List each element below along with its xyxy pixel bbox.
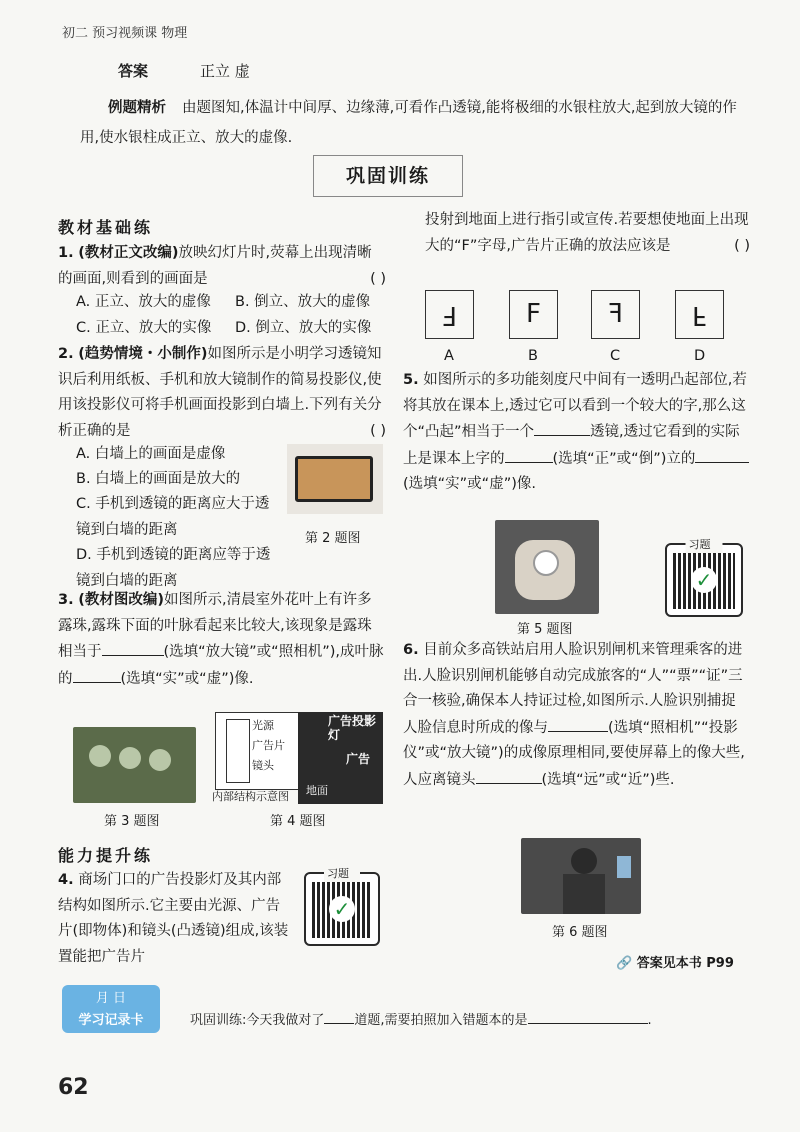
q5-text-d: (选填“实”或“虚”)像. xyxy=(403,476,536,492)
q4-answer-bracket[interactable]: ( ) xyxy=(734,237,750,254)
q3-number: 3. xyxy=(58,592,74,608)
q5-blank-3[interactable] xyxy=(695,446,749,463)
q2-option-b[interactable]: B. 白墙上的画面是放大的 xyxy=(76,471,241,487)
example-analysis xyxy=(80,93,750,153)
q4-option-b-glyph[interactable]: F xyxy=(509,290,558,339)
q2-tag: (趋势情境・小制作) xyxy=(78,346,208,362)
question-3 xyxy=(58,588,386,692)
q5-text-b: 透镜,透过它看到的实际上是课本上字的 xyxy=(403,424,740,467)
q4-cont-text: 投射到地面上进行指引或宣传.若要想使地面上出现大的“F”字母,广告片正确的放法应该是 xyxy=(425,212,749,254)
q1-option-a[interactable]: A. 正立、放大的虚像 xyxy=(76,294,211,310)
record-text-b: 道题,需要拍照加入错题本的是 xyxy=(354,1013,528,1028)
q4-number: 4. xyxy=(58,872,74,888)
q4-option-a-glyph[interactable]: F xyxy=(425,290,474,339)
q4-option-b-label: B xyxy=(528,348,538,364)
q4-continued xyxy=(425,208,750,259)
q1-option-c[interactable]: C. 正立、放大的实像 xyxy=(76,320,212,336)
q3-text-c: (选填“实”或“虚”)像. xyxy=(120,670,254,687)
q3-tag: (教材图改编) xyxy=(78,592,164,608)
q1-option-b[interactable]: B. 倒立、放大的虚像 xyxy=(235,294,371,310)
q5-blank-2[interactable] xyxy=(505,446,553,463)
example-text: 由题图知,体温计中间厚、边缘薄,可看作凸透镜,能将极细的水银柱放大,起到放大镜的作用,使水银柱成正立、放大的虚像. xyxy=(80,100,737,146)
ground-label: 地面 xyxy=(306,784,328,797)
q4-text: 商场门口的广告投影灯及其内部结构如图所示.它主要由光源、广告片(即物体)和镜头(凸透镜)组成,该装置能把广告片 xyxy=(58,872,289,965)
q3-figure-dewdrops xyxy=(73,727,196,803)
record-text-a: 巩固训练:今天我做对了 xyxy=(190,1013,325,1028)
ad-projector-label: 广告投影灯 xyxy=(328,714,377,742)
link-icon: 🔗 xyxy=(616,956,637,971)
q4-option-c-glyph[interactable]: F xyxy=(591,290,640,339)
q1-tag: (教材正文改编) xyxy=(78,245,179,261)
check-icon: ✓ xyxy=(329,896,355,922)
study-record-card xyxy=(62,985,160,1033)
q2-number: 2. xyxy=(58,346,74,362)
q2-option-d[interactable]: D. 手机到透镜的距离应等于透镜到白墙的距离 xyxy=(76,547,271,589)
record-line xyxy=(190,1009,652,1028)
q2-option-a[interactable]: A. 白墙上的画面是虚像 xyxy=(76,446,226,462)
question-5 xyxy=(403,368,750,498)
question-6 xyxy=(403,638,750,793)
question-2 xyxy=(58,342,386,444)
q5-text-c: (选填“正”或“倒”)立的 xyxy=(552,450,696,467)
label-light-source: 光源 xyxy=(252,719,274,732)
q3-blank-2[interactable] xyxy=(73,666,121,683)
q2-answer-bracket[interactable]: ( ) xyxy=(370,422,386,439)
q4-caption: 第 4 题图 xyxy=(270,814,326,829)
q6-number: 6. xyxy=(403,642,419,658)
q4-option-d-label: D xyxy=(694,348,706,364)
answer-reference-text: 答案见本书 P99 xyxy=(636,956,734,971)
question-1 xyxy=(58,241,386,292)
qr-code-right[interactable] xyxy=(665,538,743,617)
label-ad-film: 广告片 xyxy=(252,739,285,752)
card-title: 学习记录卡 xyxy=(78,1013,144,1028)
q2-text: 如图所示是小明学习透镜知识后利用纸板、手机和放大镜制作的简易投影仪,使用该投影仪可将手机画面投影到白墙上.下列有关分析正确的是 xyxy=(58,346,382,439)
q3-text-a: 如图所示,清晨室外花叶上有许多露珠,露珠下面的叶脉看起来比较大,该现象是露珠相当于 xyxy=(58,592,372,660)
q1-text: 放映幻灯片时,荧幕上出现清晰的画面,则看到的画面是 xyxy=(58,245,372,287)
q5-figure-ruler xyxy=(495,520,599,614)
qr-label-right: 习题 xyxy=(686,536,723,568)
q1-option-d[interactable]: D. 倒立、放大的实像 xyxy=(235,320,372,336)
page-header: 初二 预习视频课 物理 xyxy=(62,26,188,41)
q5-number: 5. xyxy=(403,372,419,388)
q1-answer-bracket[interactable]: ( ) xyxy=(370,270,386,287)
card-date: 月 日 xyxy=(95,991,127,1006)
q3-text-b: (选填“放大镜”或“照相机”),成叶脉的 xyxy=(58,644,384,687)
q4-option-d-glyph[interactable]: F xyxy=(675,290,724,339)
qr-label-left: 习题 xyxy=(324,865,360,897)
qr-code-left[interactable] xyxy=(304,867,380,946)
q6-text-a: 目前众多高铁站启用人脸识别闸机来管理乘客的进出.人脸识别闸机能够自动完成旅客的“人”“票”“证”三合一核验,确保本人持证过检,如图所示.人脸识别捕捉人脸信息时所成的像与 xyxy=(403,642,743,736)
q6-text-c: (选填“远”或“近”)些. xyxy=(541,771,675,788)
q5-text-a: 如图所示的多功能刻度尺中间有一透明凸起部位,若将其放在课本上,透过它可以看到一个较大的字,那么这个“凸起”相当于一个 xyxy=(403,372,747,440)
q6-blank-1[interactable] xyxy=(548,715,608,732)
subsection-basic: 教材基础练 xyxy=(58,218,154,237)
answer-reference[interactable] xyxy=(616,952,734,971)
q5-caption: 第 5 题图 xyxy=(517,622,573,637)
section-title: 巩固训练 xyxy=(313,155,463,197)
q2-option-c[interactable]: C. 手机到透镜的距离应大于透镜到白墙的距离 xyxy=(76,496,270,538)
q4-inner-caption: 内部结构示意图 xyxy=(212,790,289,803)
projector-box-image xyxy=(295,456,373,502)
q6-figure-face-gate xyxy=(521,838,641,914)
q6-caption: 第 6 题图 xyxy=(552,925,608,940)
example-label: 例题精析 xyxy=(108,100,166,116)
answer-value: 正立 虚 xyxy=(200,62,250,80)
q1-number: 1. xyxy=(58,245,74,261)
subsection-ability: 能力提升练 xyxy=(58,846,154,865)
q3-blank-1[interactable] xyxy=(102,639,164,656)
label-lens: 镜头 xyxy=(252,759,274,772)
q4-figure-structure xyxy=(215,712,301,790)
q4-figure-projection xyxy=(298,712,383,804)
q6-text-b: (选填“照相机”“投影仪”或“放大镜”)的成像原理相同,要使屏幕上的像大些,人应离镜头 xyxy=(403,719,745,788)
q6-blank-2[interactable] xyxy=(476,767,542,784)
record-text-c: . xyxy=(647,1013,652,1028)
record-blank-list[interactable] xyxy=(528,1010,648,1024)
page-number: 62 xyxy=(58,1075,89,1100)
answer-label: 答案 xyxy=(118,62,149,80)
q3-caption: 第 3 题图 xyxy=(104,814,160,829)
record-blank-count[interactable] xyxy=(324,1010,354,1024)
q2-figure xyxy=(287,444,383,514)
q5-blank-1[interactable] xyxy=(534,419,590,436)
q4-option-a-label: A xyxy=(444,348,454,364)
q2-caption: 第 2 题图 xyxy=(305,531,361,546)
ad-label: 广告 xyxy=(346,752,371,766)
check-icon: ✓ xyxy=(691,567,717,593)
question-4 xyxy=(58,868,290,970)
q4-option-c-label: C xyxy=(610,348,621,364)
